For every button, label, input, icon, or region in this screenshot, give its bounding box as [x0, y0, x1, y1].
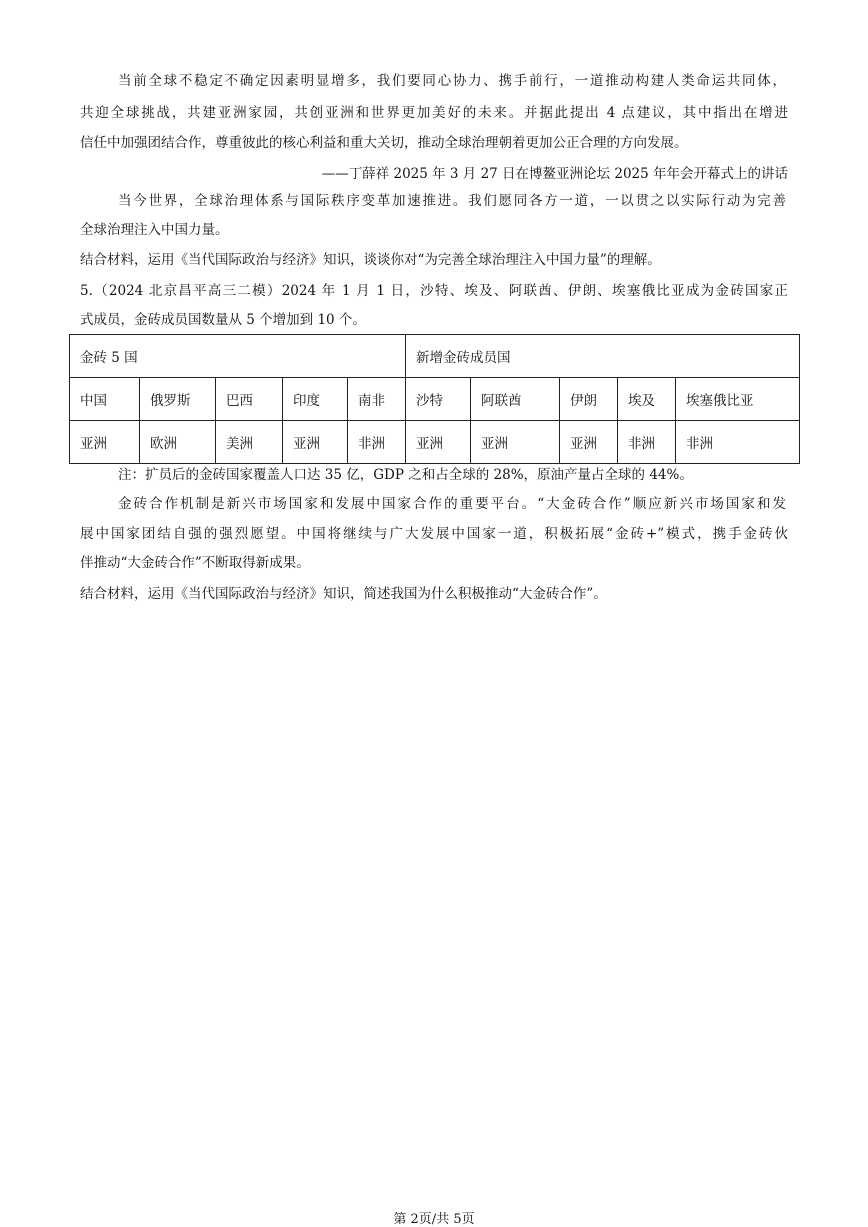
text-line: 共迎全球挑战，共建亚洲家园，共创亚洲和世界更加美好的未来。并据此提出 4 点建议，其中指出在增进 — [80, 105, 788, 121]
continent-cell: 非洲 — [618, 421, 676, 464]
text-line: 全球治理注入中国力量。 — [80, 222, 229, 238]
page-number: 第 2页/共 5页 — [393, 1212, 475, 1227]
table-note: 注：扩员后的金砖国家覆盖人口达 35 亿，GDP 之和占全球的 28%，原油产量占全球的 44%。 — [118, 467, 693, 483]
question-4-prompt: 结合材料，运用《当代国际政治与经济》知识，谈谈你对“为完善全球治理注入中国力量”的理解。 — [80, 252, 661, 268]
table-header-row — [70, 335, 800, 378]
country-cell: 巴西 — [216, 378, 283, 421]
continent-cell: 美洲 — [216, 421, 283, 464]
continent-cell: 欧洲 — [140, 421, 216, 464]
country-row — [70, 378, 800, 421]
continent-cell: 亚洲 — [560, 421, 618, 464]
continent-row — [70, 421, 800, 464]
country-cell: 沙特 — [406, 378, 471, 421]
text-line: 当前全球不稳定不确定因素明显增多，我们要同心协力、携手前行，一道推动构建人类命运共同体， — [118, 73, 786, 89]
country-cell: 伊朗 — [560, 378, 618, 421]
continent-cell: 非洲 — [348, 421, 406, 464]
text-line: 金砖合作机制是新兴市场国家和发展中国家合作的重要平台。“大金砖合作”顺应新兴市场国家和发 — [118, 496, 786, 512]
text-line: 5.（2024 北京昌平高三二模）2024 年 1 月 1 日，沙特、埃及、阿联酋、伊朗、埃塞俄比亚成为金砖国家正 — [80, 283, 788, 299]
text-line: 展中国家团结自强的强烈愿望。中国将继续与广大发展中国家一道，积极拓展“金砖+”模式，携手金砖伙 — [80, 526, 788, 542]
continent-cell: 非洲 — [676, 421, 800, 464]
brics-members-table — [69, 334, 800, 464]
continent-cell: 亚洲 — [70, 421, 140, 464]
header-brics-five: 金砖 5 国 — [70, 335, 406, 378]
text-line: 式成员，金砖成员国数量从 5 个增加到 10 个。 — [80, 312, 366, 328]
header-new-members: 新增金砖成员国 — [406, 335, 800, 378]
country-cell: 阿联酋 — [471, 378, 560, 421]
continent-cell: 亚洲 — [283, 421, 348, 464]
continent-cell: 亚洲 — [406, 421, 471, 464]
text-line: 当今世界，全球治理体系与国际秩序变革加速推进。我们愿同各方一道，一以贯之以实际行动为完善 — [118, 193, 786, 209]
country-cell: 印度 — [283, 378, 348, 421]
country-cell: 埃及 — [618, 378, 676, 421]
country-cell: 中国 — [70, 378, 140, 421]
text-line: 信任中加强团结合作，尊重彼此的核心利益和重大关切，推动全球治理朝着更加公正合理的方向发展。 — [80, 135, 688, 151]
country-cell: 俄罗斯 — [140, 378, 216, 421]
text-line: 伴推动“大金砖合作”不断取得新成果。 — [80, 555, 310, 571]
continent-cell: 亚洲 — [471, 421, 560, 464]
country-cell: 埃塞俄比亚 — [676, 378, 800, 421]
country-cell: 南非 — [348, 378, 406, 421]
quote-attribution: ——丁薛祥 2025 年 3 月 27 日在博鳌亚洲论坛 2025 年年会开幕式上的讲话 — [321, 166, 788, 182]
question-5-prompt: 结合材料，运用《当代国际政治与经济》知识，简述我国为什么积极推动“大金砖合作”。 — [80, 586, 607, 602]
